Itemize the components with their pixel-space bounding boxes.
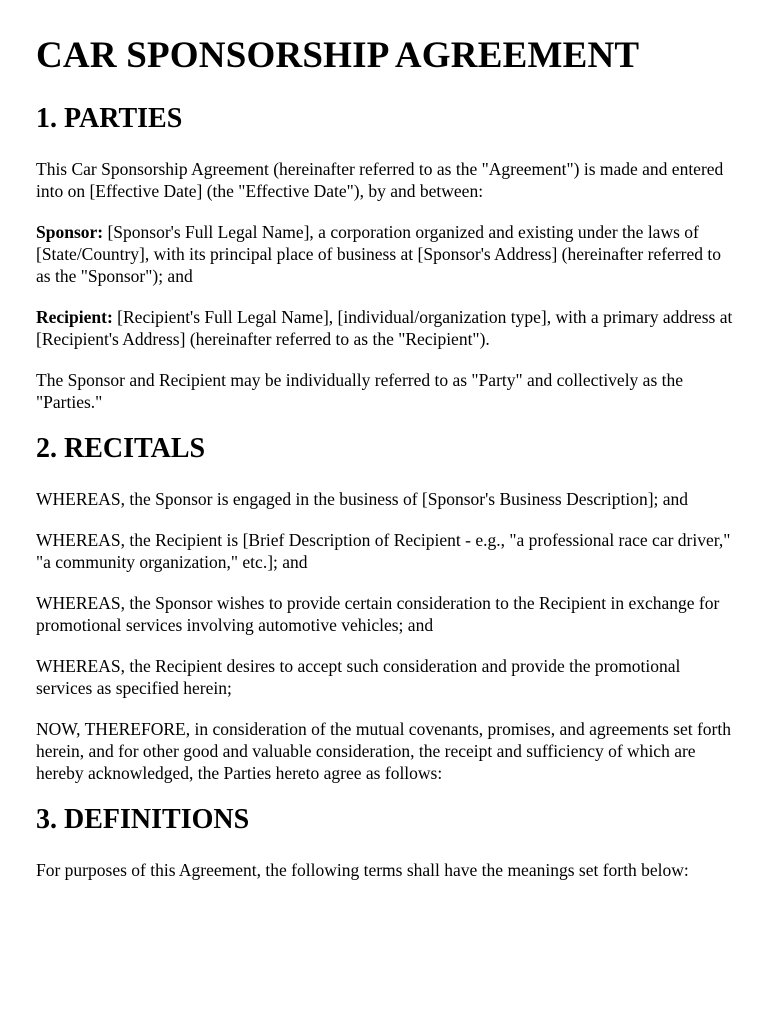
recipient-text: [Recipient's Full Legal Name], [individual/organization type], with a primary address at [Recipient's Address] (hereinafter referred to as the "Recipient").	[36, 307, 733, 349]
section-definitions	[36, 803, 736, 881]
recipient-paragraph	[36, 306, 736, 350]
recipient-label: Recipient:	[36, 307, 113, 327]
section-heading-parties: 1. PARTIES	[36, 103, 183, 134]
section-recitals	[36, 432, 736, 784]
section-heading-definitions: 3. DEFINITIONS	[36, 804, 250, 835]
section-heading-recitals: 2. RECITALS	[36, 433, 206, 464]
sponsor-text: [Sponsor's Full Legal Name], a corporation organized and existing under the laws of [State/Country], with its principal place of business at [Sponsor's Address] (hereinafter referred to as the "Sponsor"); and	[36, 222, 721, 286]
recital-now-therefore-paragraph: NOW, THEREFORE, in consideration of the mutual covenants, promises, and agreements set forth herein, and for other good and valuable consideration, the receipt and sufficiency of which are hereby acknowledged, the Parties hereto agree as follows:	[36, 719, 732, 783]
section-parties	[36, 102, 736, 413]
recital-paragraph: WHEREAS, the Recipient desires to accept such consideration and provide the promotional services as specified herein;	[36, 656, 681, 698]
recital-paragraph: WHEREAS, the Sponsor is engaged in the business of [Sponsor's Business Description]; and	[36, 489, 689, 509]
document-title: CAR SPONSORSHIP AGREEMENT	[36, 35, 640, 76]
recital-paragraph: WHEREAS, the Sponsor wishes to provide certain consideration to the Recipient in exchange for promotional services involving automotive vehicles; and	[36, 593, 720, 635]
parties-closing-paragraph: The Sponsor and Recipient may be individually referred to as "Party" and collectively as the "Parties."	[36, 370, 684, 412]
parties-intro-paragraph: This Car Sponsorship Agreement (hereinafter referred to as the "Agreement") is made and entered into on [Effective Date] (the "Effective Date"), by and between:	[36, 159, 724, 201]
sponsor-label: Sponsor:	[36, 222, 104, 242]
sponsor-paragraph	[36, 221, 736, 287]
definitions-intro-paragraph: For purposes of this Agreement, the following terms shall have the meanings set forth below:	[36, 860, 689, 880]
recital-paragraph: WHEREAS, the Recipient is [Brief Description of Recipient - e.g., "a professional race car driver," "a community organization," etc.]; and	[36, 530, 731, 572]
